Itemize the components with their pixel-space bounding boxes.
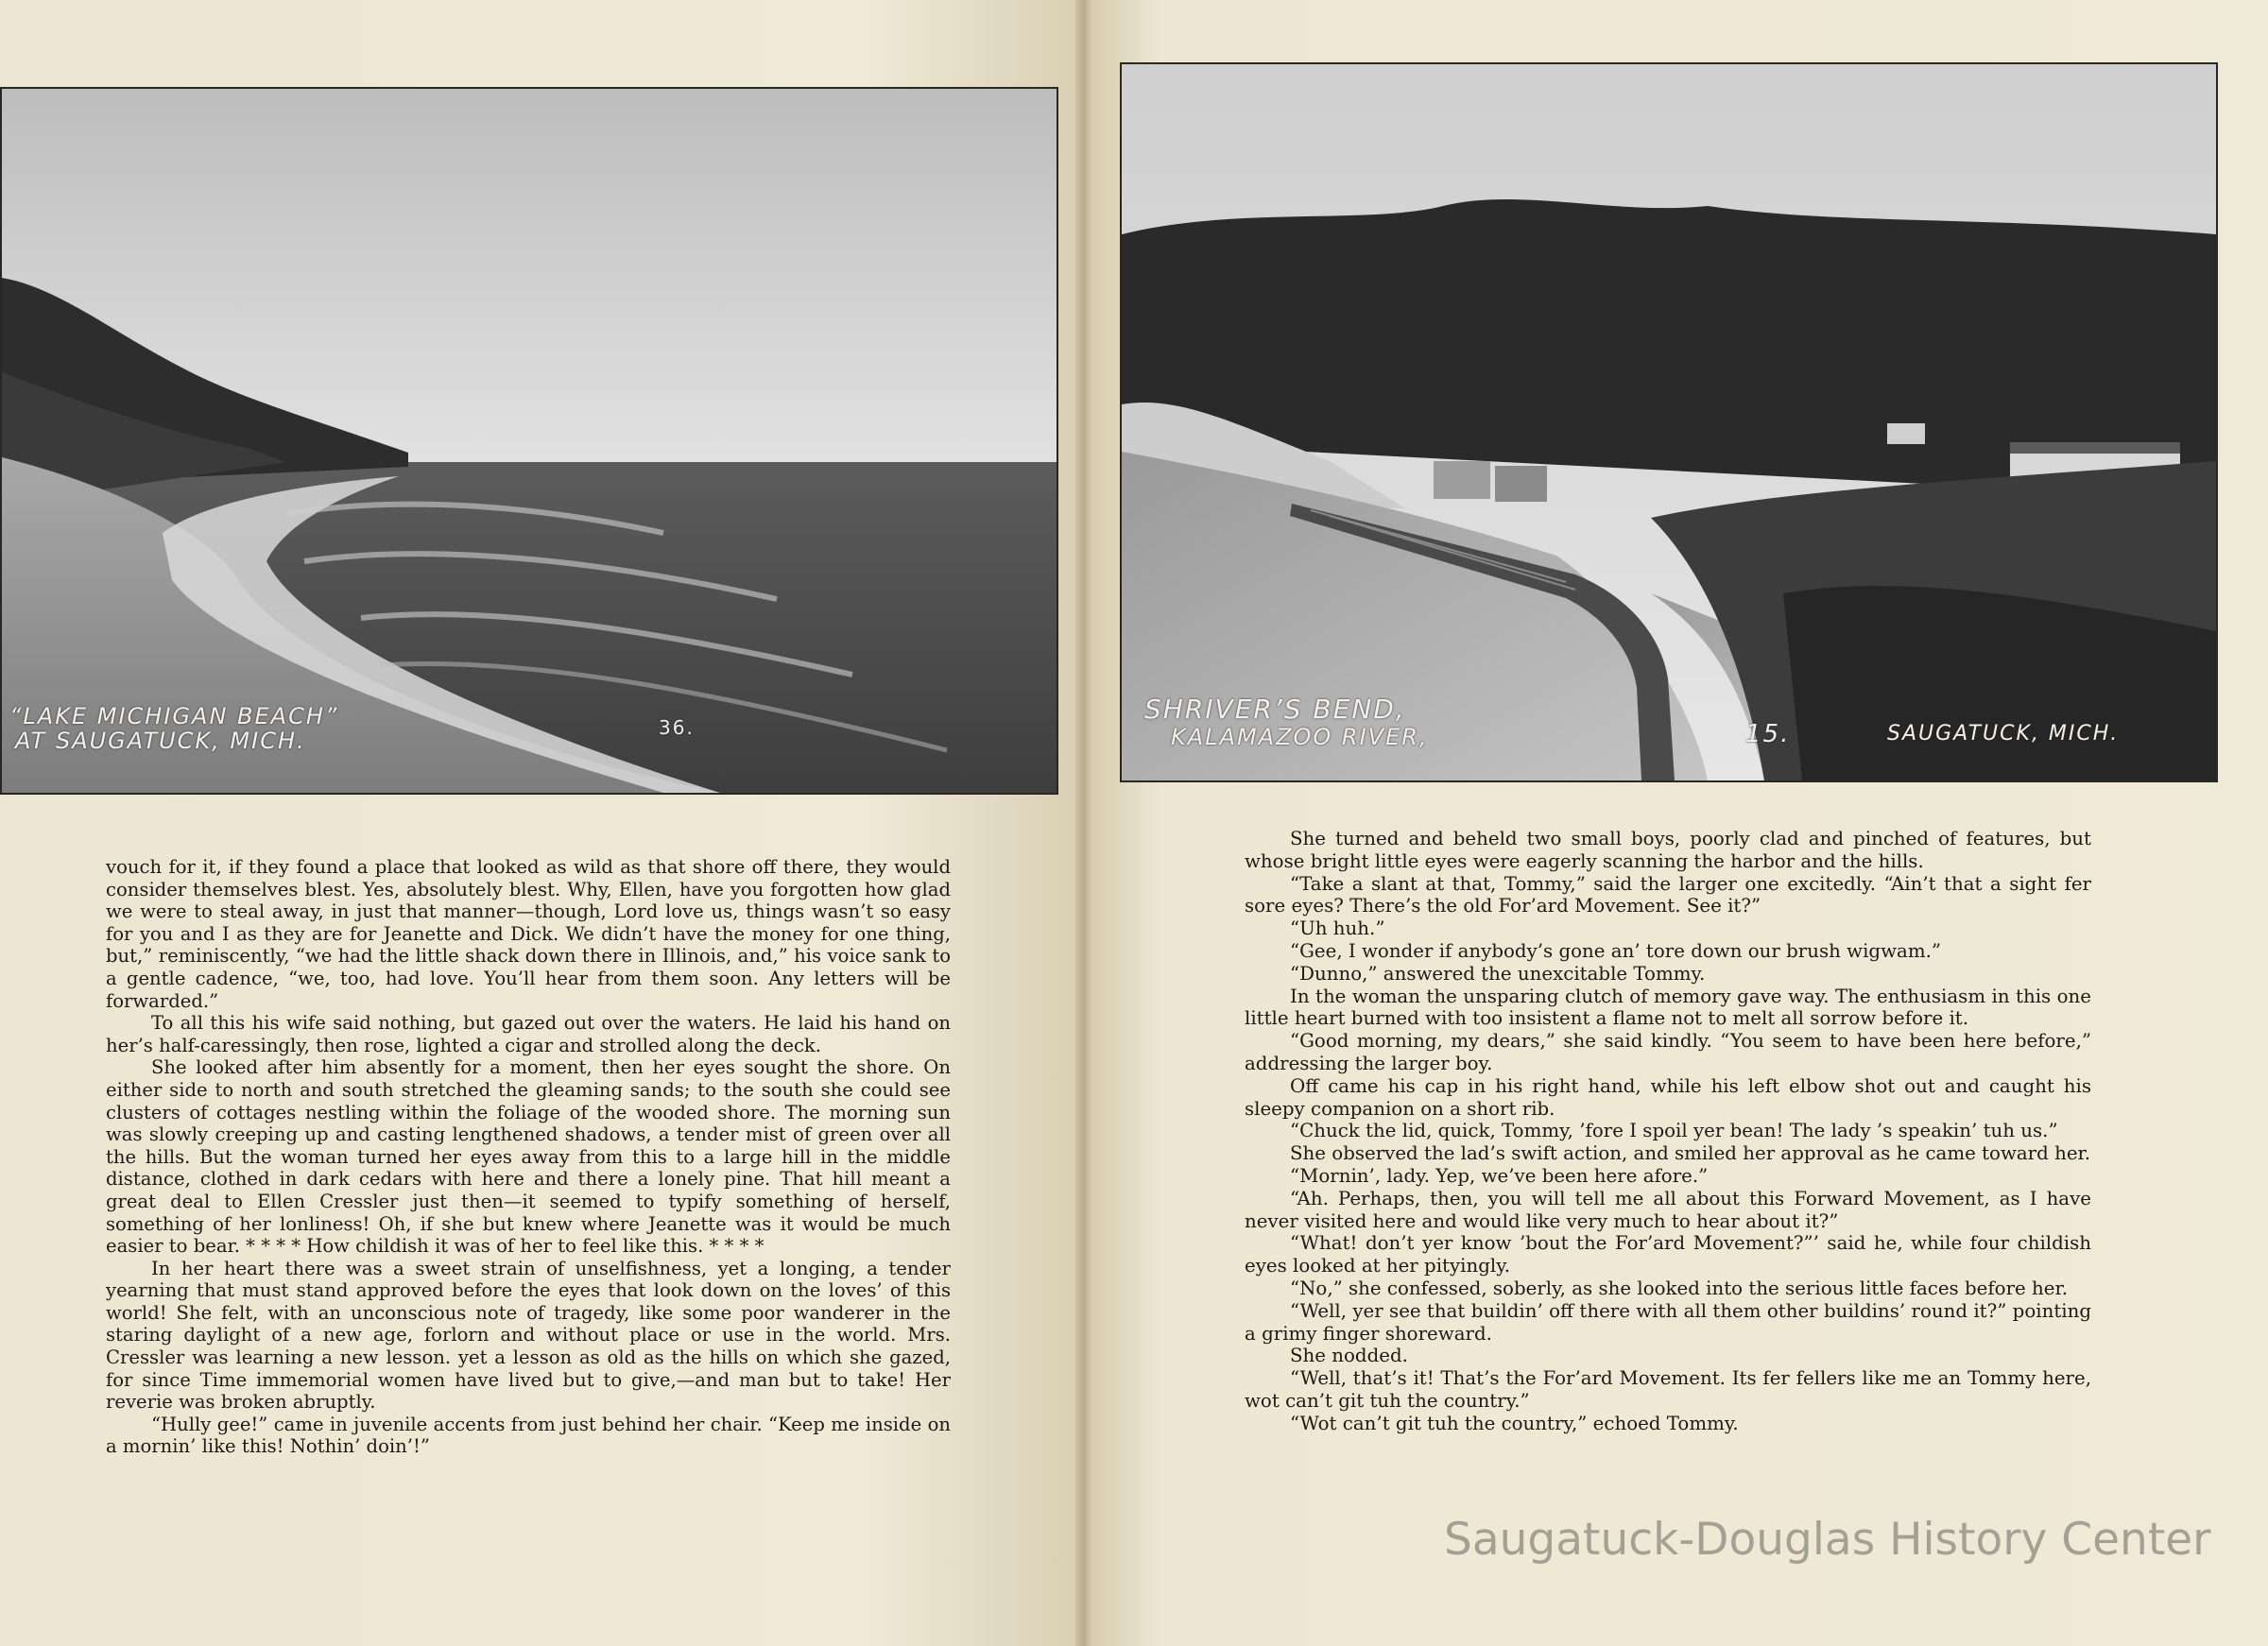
right-page <box>1091 0 2268 1646</box>
paragraph: In the woman the unsparing clutch of memory gave way. The enthusiasm in this one little heart burned with too insistent a flame not to melt all sorrow before it. <box>1245 985 2091 1030</box>
paragraph: “Take a slant at that, Tommy,” said the larger one excitedly. “Ain’t that a sight fer sore eyes? There’s the old For’ard Movement. See it?” <box>1245 872 2091 917</box>
paragraph: “Dunno,” answered the unexcitable Tommy. <box>1290 962 1706 985</box>
paragraph: “Well, yer see that buildin’ off there with all them other buildins’ round it?” pointing a grimy finger shoreward. <box>1245 1299 2091 1345</box>
beach-caption-line2: AT SAUGATUCK, MICH. <box>15 728 306 754</box>
beach-plate-number: 36. <box>659 716 695 739</box>
paragraph: She looked after him absently for a moment, then her eyes sought the shore. On either side to north and south stretched the gleaming sands; to the south she could see clusters of cottages nestling within the foliage of the wooded shore. The morning sun was slowly creeping up and casting lengthened shadows, a tender mist of green over all the hills. But the woman turned her eyes away from this to a large hill in the middle distance, clothed in dark cedars with here and there a lonely pine. That hill meant a great deal to Ellen Cressler just then—it seemed to typify something of herself, something of her lonliness! Oh, if she but knew where Jeanette was it would be much easier to bear. * * * * How childish it was of her to feel like this. * * * * <box>106 1056 951 1258</box>
paragraph: “What! don’t yer know ’bout the For’ard Movement?”’ said he, while four childish eyes looked at her pityingly. <box>1245 1232 2091 1277</box>
paragraph: She nodded. <box>1290 1345 1408 1367</box>
left-page <box>0 0 1082 1646</box>
river-plate-number: 15. <box>1745 720 1791 748</box>
watermark: Saugatuck-Douglas History Center <box>1444 1514 2211 1566</box>
paragraph: Off came his cap in his right hand, while his left elbow shot out and caught his sleepy companion on a short rib. <box>1245 1074 2091 1120</box>
paragraph: “No,” she confessed, soberly, as she looked into the serious little faces before her. <box>1290 1277 2069 1299</box>
paragraph: “Gee, I wonder if anybody’s gone an’ tore down our brush wigwam.” <box>1290 939 1941 962</box>
paragraph: “Ah. Perhaps, then, you will tell me all about this Forward Movement, as I have never visited here and would like very much to hear about it?” <box>1245 1187 2091 1232</box>
river-caption-line1: SHRIVER’S BEND, <box>1144 694 1406 725</box>
paragraph: “Wot can’t git tuh the country,” echoed Tommy. <box>1290 1412 1739 1434</box>
paragraph: She observed the lad’s swift action, and smiled her approval as he came toward her. <box>1290 1142 2091 1165</box>
river-photo-art <box>1122 64 2216 780</box>
river-caption-line2: KALAMAZOO RIVER, <box>1171 724 1429 750</box>
paragraph: She turned and beheld two small boys, poorly clad and pinched of features, but whose bright little eyes were eagerly scanning the harbor and the hills. <box>1245 828 2091 872</box>
paragraph: “Uh huh.” <box>1290 917 1385 940</box>
paragraph: “Hully gee!” came in juvenile accents from just behind her chair. “Keep me inside on a mornin’ like this! Nothin’ doin’!” <box>106 1413 951 1458</box>
paragraph: vouch for it, if they found a place that looked as wild as that shore off there, they would consider themselves blest. Yes, absolutely blest. Why, Ellen, have you forgotten how glad we were to steal away, in just that manner—though, Lord love us, things wasn’t so easy for you and I as they are for Jeanette and Dick. We didn’t have the money for one thing, but,” reminiscently, “we had the little shack down there in Illinois, and,” his voice sank to a gentle cadence, “we, too, had love. You’ll hear from them soon. Any letters will be forwarded.” <box>106 856 951 1012</box>
paragraph: “Good morning, my dears,” she said kindly. “You seem to have been here before,” addressing the larger boy. <box>1245 1030 2091 1074</box>
left-page-text <box>106 856 951 1458</box>
paragraph: In her heart there was a sweet strain of unselfishness, yet a longing, a tender yearning that must stand approved before the eyes that look down on the loves’ of this world! She felt, with an unconscious note of tragedy, like some poor wanderer in the staring daylight of a new age, forlorn and without place or use in the world. Mrs. Cressler was learning a new lesson. yet a lesson as old as the hills on which she gazed, for since Time immemorial women have lived but to give,—and man but to take! Her reverie was broken abruptly. <box>106 1257 951 1414</box>
river-location: SAUGATUCK, MICH. <box>1887 722 2120 746</box>
right-page-text <box>1245 828 2091 1435</box>
paragraph: “Well, that’s it! That’s the For’ard Movement. Its fer fellers like me an Tommy here, wot can’t git tuh the country.” <box>1245 1367 2091 1412</box>
paragraph: “Mornin’, lady. Yep, we’ve been here afore.” <box>1290 1164 1709 1187</box>
paragraph: “Chuck the lid, quick, Tommy, ’fore I spoil yer bean! The lady ’s speakin’ tuh us.” <box>1290 1120 2058 1142</box>
lake-michigan-beach-photo <box>0 87 1058 795</box>
beach-photo-art <box>2 89 1057 793</box>
shrivers-bend-photo <box>1120 62 2218 782</box>
paragraph: To all this his wife said nothing, but gazed out over the waters. He laid his hand on her’s half-caressingly, then rose, lighted a cigar and strolled along the deck. <box>106 1012 951 1056</box>
beach-caption-line1: “LAKE MICHIGAN BEACH” <box>9 703 339 729</box>
